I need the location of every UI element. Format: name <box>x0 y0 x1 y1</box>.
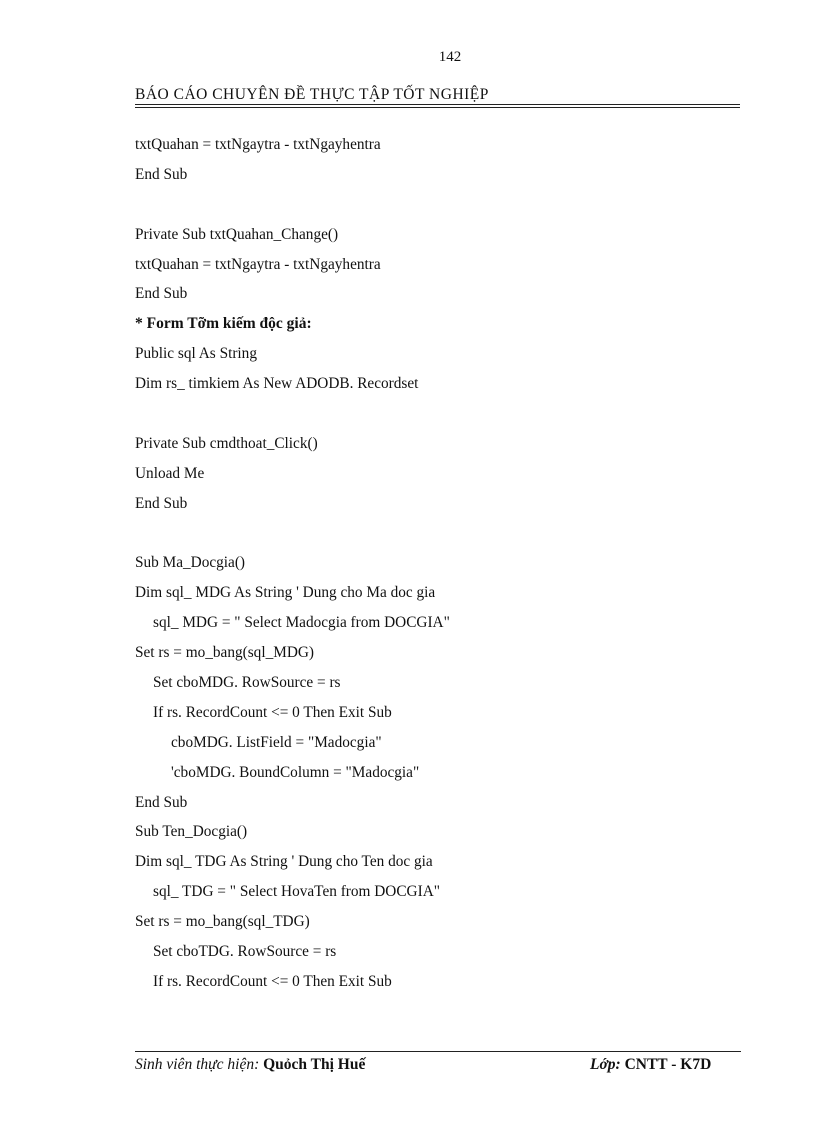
code-line: Sub Ma_Docgia() <box>135 554 246 572</box>
code-line: Dim sql_ TDG As String ' Dung cho Ten doc gia <box>135 853 433 871</box>
code-line: txtQuahan = txtNgaytra - txtNgayhentra <box>135 136 381 153</box>
code-line: Public sql As String <box>135 345 257 363</box>
blank-line <box>135 399 745 429</box>
footer-class-value: CNTT - K7D <box>624 1056 712 1073</box>
code-line: End Sub <box>135 165 188 183</box>
footer-student-name: Quỏch Thị Huế <box>263 1056 366 1073</box>
blank-line <box>135 190 745 220</box>
code-line: Dim sql_ MDG As String ' Dung cho Ma doc gia <box>135 584 436 602</box>
footer-student <box>135 1056 365 1074</box>
footer-class-label: Lớp: <box>590 1056 621 1073</box>
code-line: Set rs = mo_bang(sql_MDG) <box>135 644 315 662</box>
code-line: Private Sub cmdthoat_Click() <box>135 434 318 452</box>
code-line: Dim rs_ timkiem As New ADODB. Recordset <box>135 375 419 393</box>
footer-student-label: Sinh viên thực hiện: <box>135 1056 260 1073</box>
code-line: txtQuahan = txtNgaytra - txtNgayhentra <box>135 255 381 273</box>
code-line: sql_ MDG = " Select Madocgia from DOCGIA" <box>153 614 450 632</box>
code-line: Sub Ten_Docgia() <box>135 823 248 841</box>
code-line: cboMDG. ListField = "Madocgia" <box>171 733 382 751</box>
header-rule <box>135 104 740 108</box>
code-line: End Sub <box>135 494 188 512</box>
footer-class <box>590 1056 711 1074</box>
page-number: 142 <box>438 49 462 65</box>
code-line: Set cboTDG. RowSource = rs <box>153 943 337 961</box>
code-line: End Sub <box>135 793 188 811</box>
code-line: Private Sub txtQuahan_Change() <box>135 225 339 243</box>
code-line: If rs. RecordCount <= 0 Then Exit Sub <box>153 972 392 990</box>
code-line: Set rs = mo_bang(sql_TDG) <box>135 913 310 931</box>
section-heading: * Form Tỡm kiếm độc giả: <box>135 315 312 333</box>
code-line: Unload Me <box>135 464 205 482</box>
code-line: Set cboMDG. RowSource = rs <box>153 674 341 692</box>
code-body <box>135 130 745 997</box>
code-line: If rs. RecordCount <= 0 Then Exit Sub <box>153 703 392 721</box>
code-line: End Sub <box>135 285 188 303</box>
footer-rule <box>135 1051 741 1052</box>
code-line: 'cboMDG. BoundColumn = "Madocgia" <box>171 763 420 781</box>
blank-line <box>135 519 745 549</box>
code-line: sql_ TDG = " Select HovaTen from DOCGIA" <box>153 883 440 901</box>
header-title: BÁO CÁO CHUYÊN ĐỀ THỰC TẬP TỐT NGHIỆP <box>135 86 489 103</box>
